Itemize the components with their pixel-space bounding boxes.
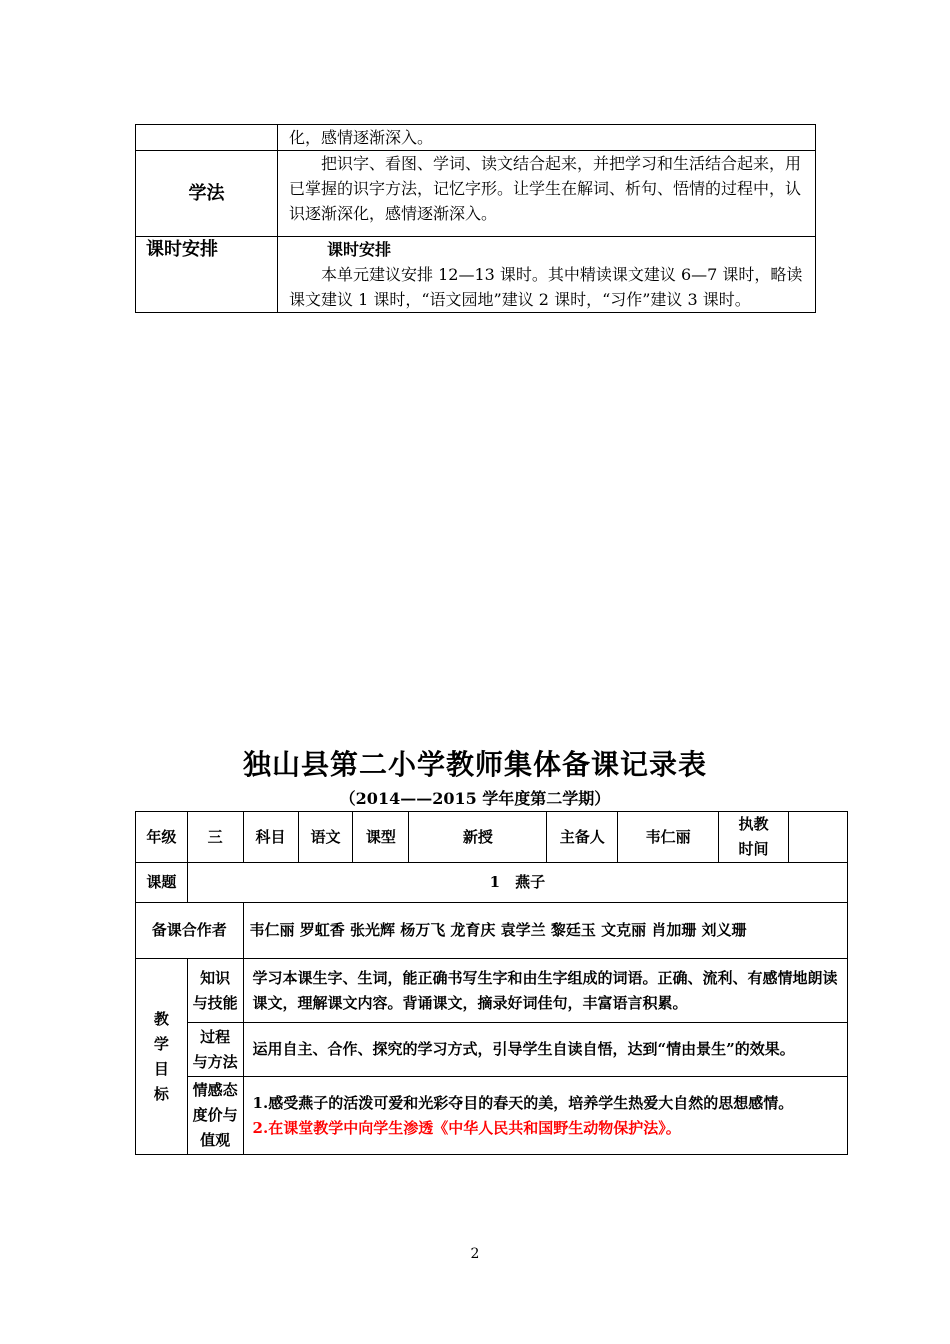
teaching-time-label-line1: 执教 bbox=[738, 815, 769, 833]
goal-attitude-text: 1.感受燕子的活泼可爱和光彩夺目的春天的美，培养学生热爱大自然的思想感情。 bbox=[252, 1093, 794, 1112]
lesson-type-label: 课型 bbox=[353, 812, 409, 863]
empty-label-cell bbox=[136, 125, 278, 151]
table-row bbox=[136, 863, 848, 903]
page-title: 独山县第二小学教师集体备课记录表 bbox=[242, 748, 707, 781]
goal-attitude-text-red: 2.在课堂教学中向学生渗透《中华人民共和国野生动物保护法》。 bbox=[252, 1118, 681, 1137]
goal-process-label bbox=[187, 1023, 243, 1077]
goal-label-line: 与技能 bbox=[192, 993, 238, 1012]
learning-method-label: 学法 bbox=[136, 151, 278, 237]
goals-label-char: 标 bbox=[153, 1084, 169, 1103]
goals-label-char: 教 bbox=[153, 1009, 169, 1028]
table-row bbox=[136, 812, 848, 863]
lesson-prep-record-table bbox=[135, 811, 848, 1155]
collaborators-label: 备课合作者 bbox=[136, 903, 244, 959]
schedule-subtitle: 课时安排 bbox=[327, 240, 392, 259]
table-row bbox=[136, 959, 848, 1023]
teaching-time-label bbox=[719, 812, 789, 863]
lesson-type-value: 新授 bbox=[409, 812, 547, 863]
goal-attitude-cell bbox=[243, 1077, 847, 1155]
goal-knowledge-label bbox=[187, 959, 243, 1023]
goal-attitude-label bbox=[187, 1077, 243, 1155]
grade-value: 三 bbox=[187, 812, 243, 863]
table-row bbox=[136, 903, 848, 959]
goal-process-text: 运用自主、合作、探究的学习方式，引导学生自读自悟，达到“情由景生”的效果。 bbox=[243, 1023, 847, 1077]
teaching-time-value bbox=[789, 812, 848, 863]
teaching-time-label-line2: 时间 bbox=[738, 840, 769, 858]
goal-label-line: 过程 bbox=[200, 1027, 231, 1046]
learning-method-text: 把识字、看图、学词、读文结合起来，并把学习和生活结合起来，用已掌握的识字方法，记忆字形。让学生在解词、析句、悟情的过程中，认识逐渐深化，感情逐渐深入。 bbox=[278, 151, 816, 237]
topic-value: 1 燕子 bbox=[187, 863, 847, 903]
table-row bbox=[136, 125, 816, 151]
page-subtitle: （2014——2015 学年度第二学期） bbox=[339, 789, 611, 808]
preparer-label: 主备人 bbox=[547, 812, 618, 863]
goal-label-line: 情感态 bbox=[192, 1081, 238, 1099]
collaborators-value: 韦仁丽 罗虹香 张光辉 杨万飞 龙育庆 袁学兰 黎廷玉 文克丽 肖加珊 刘义珊 bbox=[243, 903, 847, 959]
lesson-plan-continuation-table bbox=[135, 124, 816, 313]
goal-knowledge-text: 学习本课生字、生词，能正确书写生字和由生字组成的词语。正确、流利、有感情地朗读课文，理解课文内容。背诵课文，摘录好词佳句，丰富语言积累。 bbox=[243, 959, 847, 1023]
table-row bbox=[136, 237, 816, 313]
schedule-cell bbox=[278, 237, 816, 313]
schedule-label: 课时安排 bbox=[136, 237, 278, 313]
preparer-value: 韦仁丽 bbox=[618, 812, 719, 863]
table-row bbox=[136, 1023, 848, 1077]
schedule-text: 本单元建议安排 12—13 课时。其中精读课文建议 6—7 课时，略读课文建议 1 课时，“语文园地”建议 2 课时，“习作”建议 3 课时。 bbox=[289, 265, 803, 309]
goal-label-line: 度价与 bbox=[192, 1106, 238, 1124]
topic-label: 课题 bbox=[136, 863, 188, 903]
table-row bbox=[136, 1077, 848, 1155]
goals-label-char: 目 bbox=[153, 1059, 169, 1078]
page-number: 2 bbox=[470, 1246, 480, 1262]
goal-label-line: 知识 bbox=[200, 968, 231, 987]
table-row bbox=[136, 151, 816, 237]
goal-label-line: 与方法 bbox=[192, 1052, 238, 1071]
grade-label: 年级 bbox=[136, 812, 188, 863]
goal-label-line: 值观 bbox=[200, 1131, 231, 1149]
goals-label-char: 学 bbox=[153, 1034, 169, 1053]
subject-value: 语文 bbox=[298, 812, 353, 863]
continued-text: 化，感情逐渐深入。 bbox=[278, 125, 816, 151]
subject-label: 科目 bbox=[243, 812, 298, 863]
teaching-goals-label bbox=[136, 959, 188, 1155]
